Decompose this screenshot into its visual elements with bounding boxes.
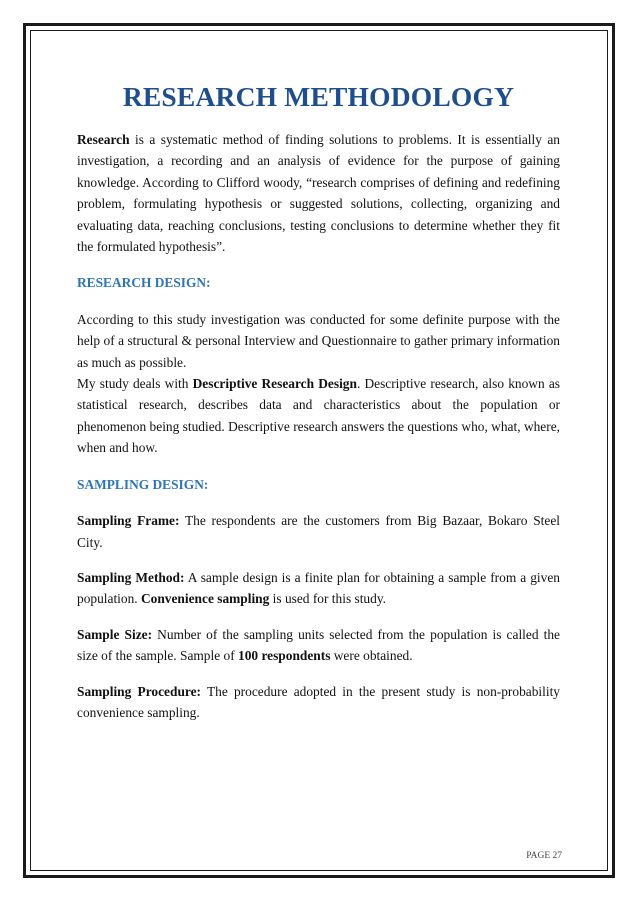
intro-text: is a systematic method of finding solutions to problems. It is essentially an investigation, a recording and an analysis of evidence for the purpose of gaining knowledge. According to Clifford woody, “research comprises of defining and redefining problem, formulating hypothesis or suggested solutions, collecting, organizing and evaluating data, reaching conclusions, testing conclusions to determine whether they fit the formulated hypothesis”. xyxy=(77,132,560,255)
sampling-procedure-paragraph xyxy=(77,681,560,724)
sampling-frame-text: The respondents are the customers from Big Bazaar, Bokaro Steel City. xyxy=(77,513,560,550)
sampling-method-paragraph xyxy=(77,567,560,610)
respondents-count: 100 respondents xyxy=(238,648,331,664)
sampling-frame-label: Sampling Frame: xyxy=(77,513,180,529)
intro-term: Research xyxy=(77,132,130,147)
research-design-p2-prefix: My study deals with xyxy=(77,376,193,392)
intro-paragraph xyxy=(77,129,560,257)
sample-size-paragraph xyxy=(77,624,560,667)
sample-size-text-1: Number of the sampling units selected from the population is called the size of the sample. Sample of xyxy=(77,626,560,664)
sampling-method-label: Sampling Method: xyxy=(77,569,185,585)
document-body xyxy=(77,80,560,723)
sampling-method-text-1: A sample design is a finite plan for obtaining a sample from a given population. xyxy=(77,569,560,607)
convenience-sampling-term: Convenience sampling xyxy=(140,591,270,607)
sampling-procedure-label: Sampling Procedure: xyxy=(77,683,201,699)
sample-size-text-2: were obtained. xyxy=(330,648,413,664)
sampling-procedure-text: The procedure adopted in the present study is non-probability convenience sampling. xyxy=(77,683,560,720)
sampling-frame-paragraph xyxy=(77,510,560,553)
page-number: PAGE 27 xyxy=(526,851,562,861)
sampling-method-text-2: is used for this study. xyxy=(269,591,386,607)
research-design-paragraph-1: According to this study investigation was conducted for some definite purpose with the help of a structural & personal Interview and Questionnaire to gather primary information as much as possible. xyxy=(77,311,560,370)
research-design-p2-suffix: . Descriptive research, also known as statistical research, describes data and characteristics about the population or phenomenon being studied. Descriptive research answers the questions who, what, where, when and how. xyxy=(77,376,560,456)
sample-size-label: Sample Size: xyxy=(77,626,153,642)
sampling-design-heading: SAMPLING DESIGN: xyxy=(77,476,209,492)
descriptive-design-term: Descriptive Research Design xyxy=(192,376,357,392)
research-design-paragraph-2 xyxy=(77,373,560,459)
research-design-heading: RESEARCH DESIGN: xyxy=(77,275,211,291)
page-title: RESEARCH METHODOLOGY xyxy=(122,81,515,112)
